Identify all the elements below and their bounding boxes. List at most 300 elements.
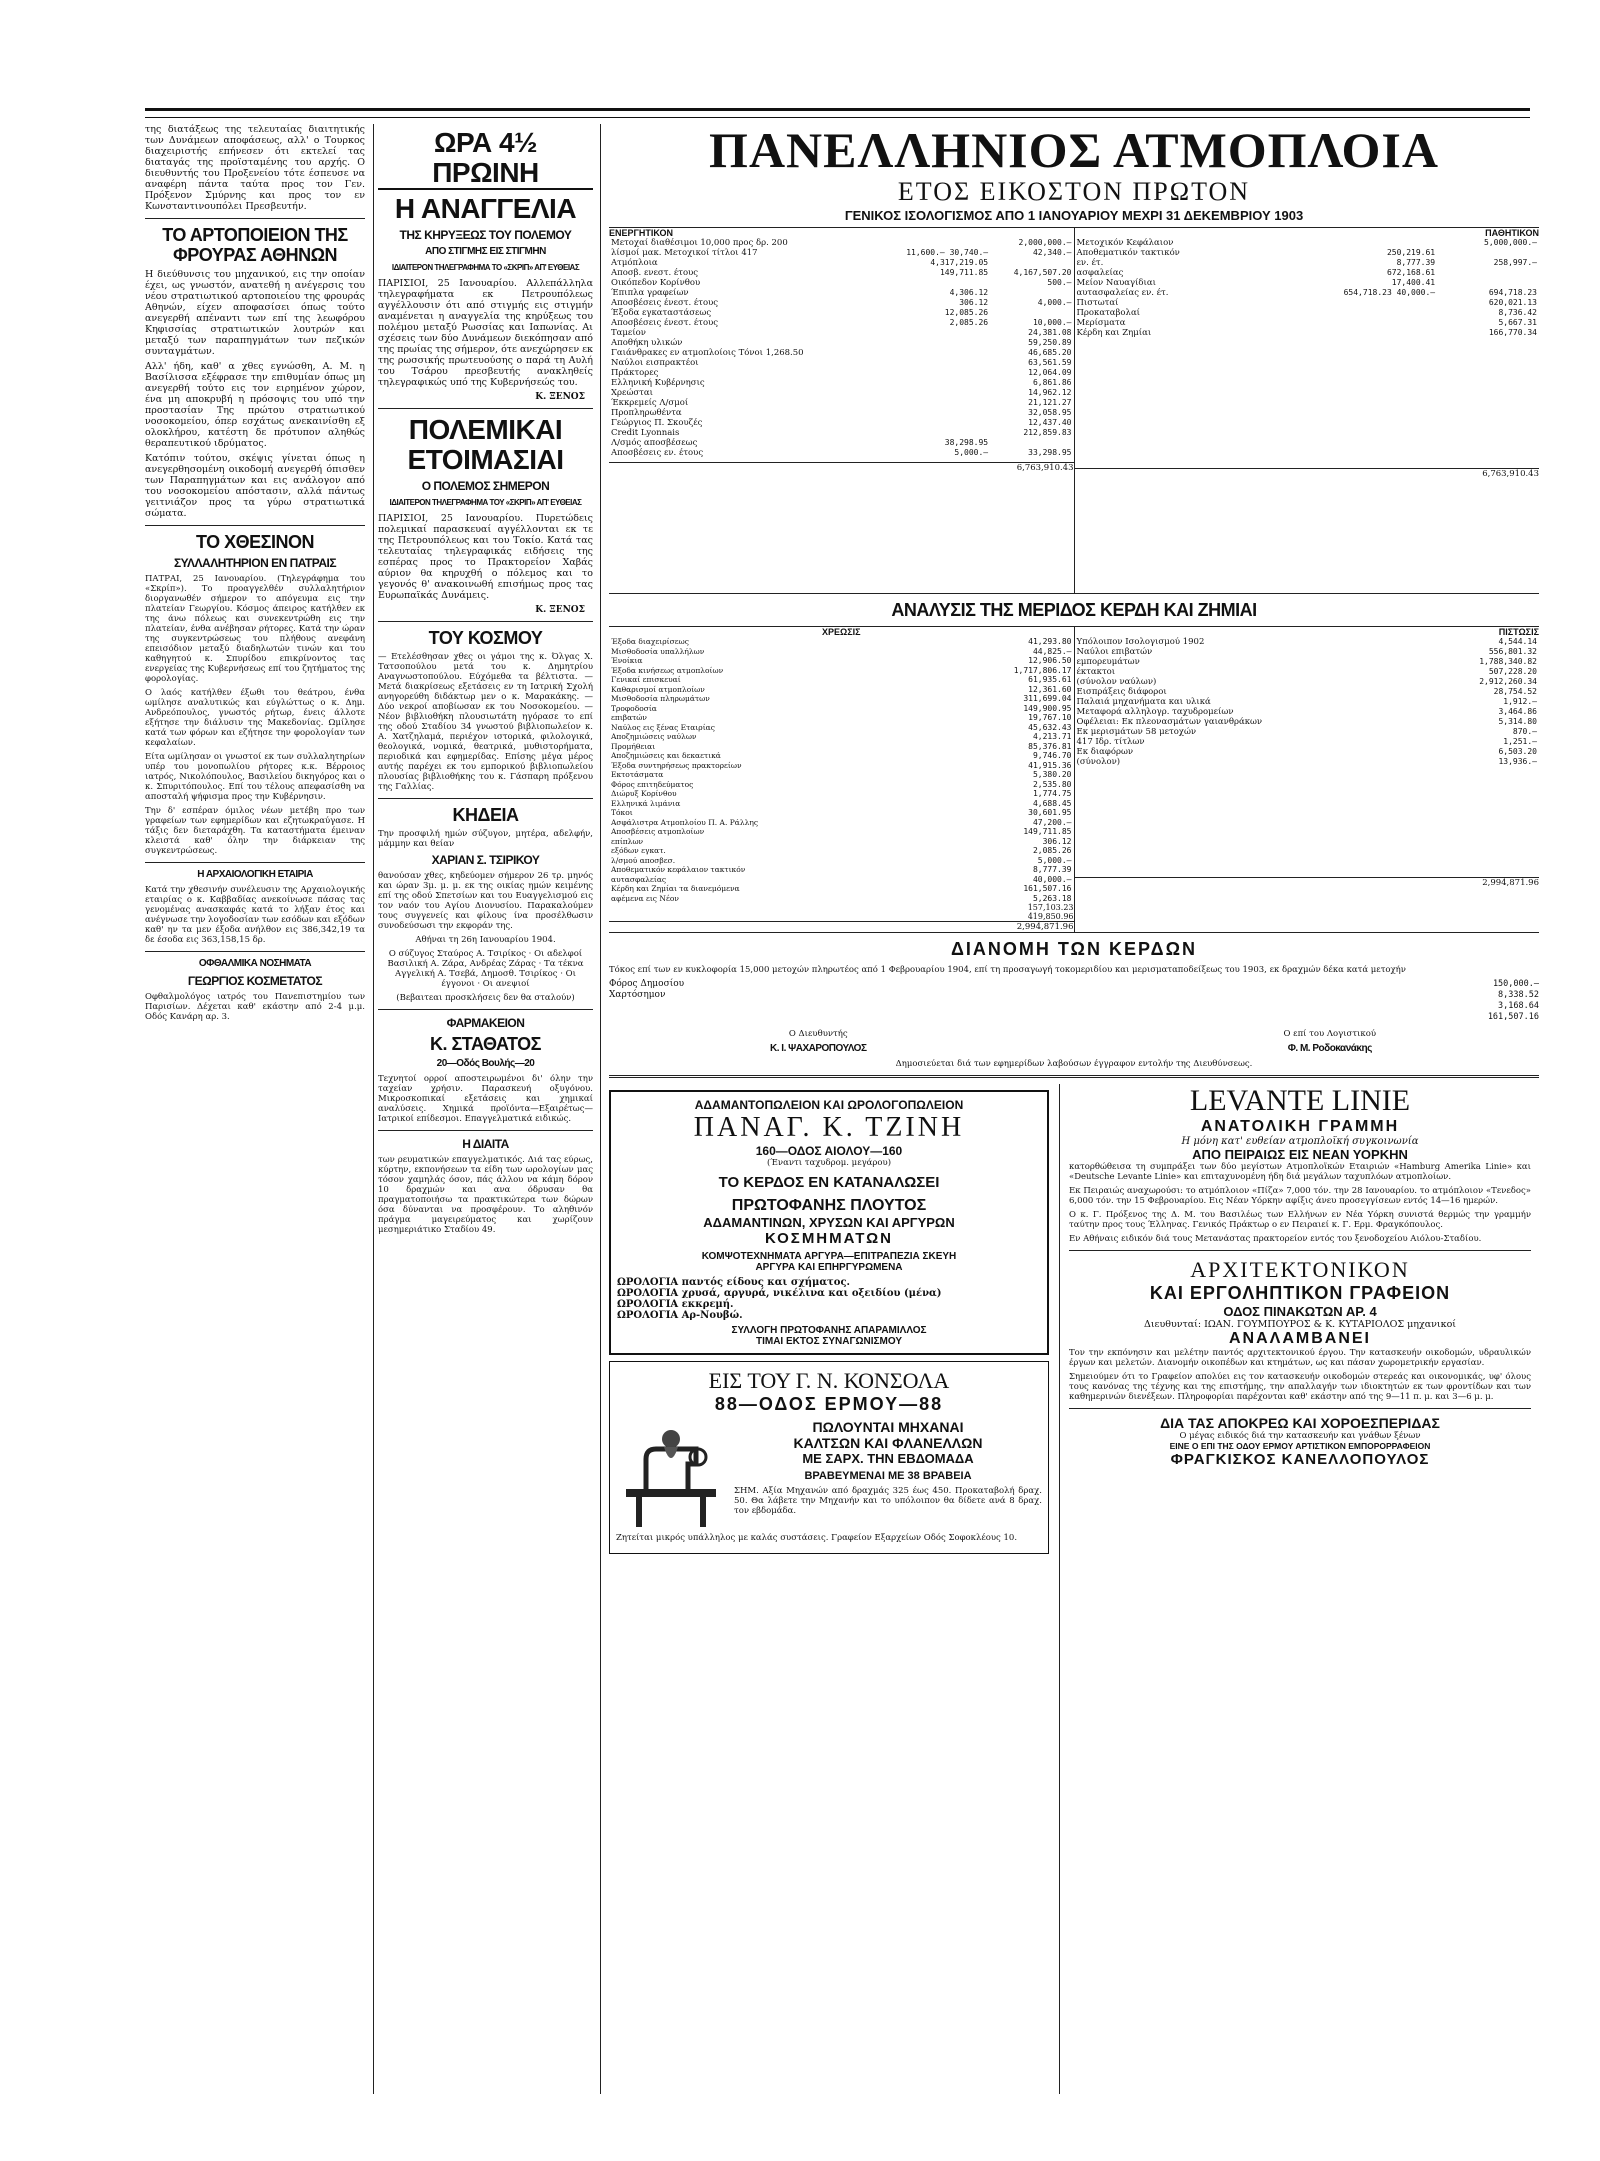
- credit-row-v: 1,788,340.82: [1479, 657, 1537, 666]
- credit-row-label: Εκ διαφόρων: [1076, 747, 1134, 757]
- asset-row: [609, 418, 1074, 428]
- credit-row-label: εμπορευμάτων: [1076, 657, 1140, 667]
- liability-row: [1075, 238, 1540, 248]
- signatures: [609, 1029, 1539, 1059]
- asset-row-b: 24,381.08: [1028, 328, 1072, 337]
- jewel-line-8: ΩΡΟΛΟΓΙΑ χρυσά, αργυρά, νικέλινα και οξειδίου (μένα): [617, 1288, 942, 1299]
- prep-heading: ΠΟΛΕΜΙΚΑΙ ΕΤΟΙΜΑΣΙΑΙ: [407, 414, 564, 475]
- asset-row-b: 6,861.86: [1032, 378, 1072, 387]
- asset-row-b: 42,340.—: [1032, 248, 1072, 257]
- yesterday-text-4: Την δ' εσπέραν όμιλος νέων μετέβη προ των γραφείων των εφημερίδων και εζητωκραύγασε. Η τάξις δεν διεταράχθη. Τα καταστήματα έμειναν κλειστά καθ' όλην την διάρκειαν της συγκεντρώσεως.: [145, 806, 365, 856]
- debit-row-label: αυτασφαλείας: [611, 874, 667, 884]
- column-1: [145, 124, 365, 2094]
- asset-row: [609, 348, 1074, 358]
- debit-row-label: Ένοίκια: [611, 656, 643, 665]
- carnival-text: Ο μέγας ειδικός διά την κατασκευήν και γνάθων ξένων: [1179, 1431, 1421, 1441]
- distribution-row: [609, 1012, 1539, 1023]
- liability-row-a: [1266, 308, 1437, 318]
- carnival-subtitle: ΕΙΝΕ Ο ΕΠΙ ΤΗΣ ΟΔΟΥ ΕΡΜΟΥ ΑΡΤΙΣΤΙΚΟΝ ΕΜΠΟΡΟΡΡΑΦΕΙΟΝ: [1169, 1441, 1431, 1451]
- arch-text: Τον την εκπόνησιν και μελέτην παντός αρχιτεκτονικού έργου. Την κατασκευήν οικοδομών, υδραυλικών έργων και μελετών. Διανομήν οικοπέδων και κτημάτων, ως και πάσαν χωρομετρικήν εργασίαν.: [1069, 1348, 1531, 1368]
- liability-row-label: Μερίσματα: [1076, 318, 1126, 328]
- liability-row-label: ασφαλείας: [1076, 268, 1124, 278]
- jewel-address: 160—ΟΔΟΣ ΑΙΟΛΟΥ—160: [755, 1144, 903, 1158]
- credit-row-v: 870.—: [1512, 727, 1537, 736]
- credit-row-label: 417 Ιδρ. τίτλων: [1076, 737, 1145, 747]
- asset-row-b: 33,298.95: [1028, 448, 1072, 457]
- credit-row-v: 6,503.20: [1498, 747, 1537, 756]
- pharmacy-name: Κ. ΣΤΑΘΑΤΟΣ: [430, 1034, 541, 1054]
- levante-text: κατορθώθεισα τη συμπράξει των δύο μεγίστων Ατμοπλοϊκών Εταιριών «Hamburg Amerika Linie» και «Deutsche Levante Linie» και επιταχυνομένη ήδη διά μεγάλων ταχυπλόων ατμοπλοίων.: [1069, 1162, 1531, 1182]
- credit-row: [1075, 747, 1540, 757]
- liability-row-b: 5,000,000.—: [1484, 238, 1537, 247]
- distribution-row: [609, 979, 1539, 990]
- debit-row-v: 4,688.45: [1032, 798, 1072, 808]
- credit-row-label: Ναύλοι επιβατών: [1076, 647, 1153, 657]
- asset-row-b: [990, 308, 1073, 318]
- asset-row-a: 11,600.— 30,740.—: [906, 248, 989, 257]
- diet-heading: Η ΔΙΑΙΤΑ: [462, 1137, 509, 1151]
- company-masthead: ΠΑΝΕΛΛΗΝΙΟΣ ΑΤΜΟΠΛΟΙΑ: [709, 124, 1439, 178]
- debit-row: [609, 637, 1074, 647]
- distribution-text: Τόκος επί των εν κυκλοφορία 15,000 μετοχών πληρωτέος από 1 Φεβρουαρίου 1904, επί τη προσαγωγή τοκομεριδίου και μερισματαποδείξεως του 1903, εκ δραχμών δέκα κατά μετοχήν: [609, 965, 1406, 975]
- asset-row: [609, 388, 1074, 398]
- debit-row: [609, 808, 1074, 818]
- debit-row-label: Έξοδα κινήσεως ατμοπλοίων: [611, 665, 724, 675]
- levante-text-4: Εν Αθήναις ειδικόν διά τους Μετανάστας πρακτορείον εντός του ξενοδοχείου Αιόλου-Σταδίου.: [1069, 1234, 1482, 1244]
- credit-row-v: 5,314.80: [1498, 717, 1537, 726]
- debit-row-label: Αποθεματικόν κεφάλαιον τακτικόν: [611, 865, 746, 874]
- asset-row: [609, 358, 1074, 368]
- asset-row-a: 5,000.—: [954, 448, 989, 457]
- assets-section: [609, 228, 1075, 593]
- war-subheading-3: ΙΔΙΑΙΤΕΡΟΝ ΤΗΛΕΓΡΑΦΗΜΑ ΤΟ «ΣΚΡΙΠ» ΑΠ' ΕΥΘΕΙΑΣ: [391, 263, 580, 272]
- liability-row-b: 694,718.23: [1488, 288, 1537, 297]
- debit-row-v: 47,200.—: [1032, 817, 1072, 827]
- credit-row: [1075, 647, 1540, 657]
- debit-row-label: Έξοδα συντηρήσεως πρακτορείων: [611, 760, 742, 770]
- credit-row-label: Εισπράξεις διάφοροι: [1076, 687, 1167, 697]
- war-heading: Η ΑΝΑΓΓΕΛΙΑ: [394, 193, 577, 224]
- credit-row-v: 28,754.52: [1493, 687, 1537, 696]
- credit-row-v: 1,912.—: [1503, 697, 1537, 706]
- debit-row-v: 149,711.85: [1023, 827, 1072, 836]
- asset-row-b: 21,121.27: [1028, 398, 1072, 407]
- levante-text-3: Ο κ. Γ. Πρόξενος της Δ. Μ. του Βασιλέως των Ελλήνων εν Νέα Υόρκη συνιστά θερμώς την γραμμήν ταύτην προς τους Έλληνας. Γενικός Πράκτωρ ο εν Πειραιεί κ. Γ. Ερμ. Φραγκόπουλος.: [1069, 1210, 1531, 1230]
- credit-row-v: 2,912,260.34: [1479, 677, 1537, 686]
- pharmacy-text: Τεχνητοί ορροί αποστειρωμένοι δι' όλην την ταχείαν χρήσιν. Παρασκευή οξυγόνου. Μικροσκοπικαί εξετάσεις και χημικαί αναλύσεις. Χημικά προϊόντα—Εξαιρέτως—Ιατρικοί επίδεσμοι. Επαγγελματικά ειδικώς.: [378, 1074, 593, 1124]
- distribution-row-value: 150,000.—: [1492, 979, 1539, 989]
- liability-row: [1075, 298, 1540, 308]
- debit-row-v: 41,293.80: [1028, 637, 1072, 646]
- distribution-row: [609, 1001, 1539, 1012]
- distribution-rows: [609, 979, 1539, 1023]
- asset-row-label: Αποσβέσεις εν. έτους: [611, 448, 704, 458]
- debit-row-v: 161,507.16: [1023, 884, 1072, 893]
- yesterday-text-1: ΠΑΤΡΑΙ, 25 Ιανουαρίου. (Τηλεγράφημα του «Σκρίπ»). Το προαγγελθέν συλλαλητήριον διοργανωθέν σήμερον το απόγευμα εις την πλατείαν Γεωργίου. Κόσμος άπειρος κατήλθεν εκ της άνω πόλεως και συνεκεντρώθη εις την πλατείαν, ένθα ανέβησαν ρήτορες. Κατά την ώραν της συγκεντρώσεως του πλήθους ανεφάνη επεισόδιον μεταξύ διαδηλωτών τινών και του καθηγητού κ. Σπυρίδου επικρίνοντος τας ενεργείας της Κυβερνήσεως επί του ζητήματος της φορολογίας.: [145, 574, 365, 684]
- debit-row-label: εξόδων εγκατ.: [611, 846, 666, 855]
- yesterday-text-3: Είτα ωμίλησαν οι γνωστοί εκ των συλλαλητηρίων υπέρ του μονοπωλίου ρήτορες κ.κ. Βέρροιος ιατρός, Νικολόπουλος, Βασιλείου δικηγόρος και ο κ. Σπυριτόπουλος. Επί του τέλους απεφασίσθη να αποσταλή ψήφισμα προς την Κυβέρνησιν.: [145, 752, 365, 802]
- debit-row-label: Μισθοδοσία πληρωμάτων: [611, 694, 710, 703]
- column-2: [373, 124, 593, 2094]
- jewel-line-1: ΤΟ ΚΕΡΔΟΣ ΕΝ ΚΑΤΑΝΑΛΩΣΕΙ: [718, 1174, 940, 1191]
- debit-row: [609, 789, 1074, 799]
- asset-row-b: 12,437.40: [1028, 418, 1072, 427]
- asset-row: [609, 448, 1074, 458]
- asset-row-label: Credit Lyonnais: [611, 428, 680, 438]
- asset-row: [609, 278, 1074, 288]
- debit-row: [609, 647, 1074, 657]
- funeral-name: ΧΑΡΙΑΝ Σ. ΤΣΙΡΙΚΟΥ: [431, 853, 540, 867]
- debit-row: [609, 675, 1074, 685]
- credit-row-v: 1,251.—: [1503, 737, 1537, 746]
- debit-subtotal: 157,103.23: [1027, 903, 1074, 912]
- debit-row: [609, 732, 1074, 742]
- liability-row-b: 5,667.31: [1498, 318, 1537, 327]
- asset-row: [609, 258, 1074, 268]
- debit-row-label: Ελληνικά λιμάνια: [611, 798, 681, 808]
- asset-row-label: Μετοχαί διαθέσιμοι 10,000 προς δρ. 200: [611, 238, 788, 248]
- director-role: Ο Διευθυντής: [788, 1029, 848, 1039]
- liability-row-a: [1266, 298, 1437, 308]
- debit-row: [609, 865, 1074, 875]
- debit-row-v: 40,000.—: [1032, 874, 1072, 884]
- asset-row: [609, 318, 1074, 328]
- liability-row: [1075, 318, 1540, 328]
- konsola-ad: [609, 1361, 1049, 1554]
- intro-text: της διατάξεως της τελευταίας διαιτητικής των Δυνάμεων αποφάσεως, αλλ' ο Τουρκος διαχειριστής επήνεσεν ότι εκτελεί τας διαταγάς της προϊσταμένης του αρχής. Ο διευθυντής του Προξενείου τότε έσπευσε να αναφέρη πάντα ταύτα προς τον Γεν. Πρόξενον Σμύρνης και προς τον εν Κωνσταντινουπόλει Πρεσβευτήν.: [145, 124, 365, 212]
- funeral-text-2: θανούσαν χθες, κηδεύομεν σήμερον 26 τρ. μηνός και ώραν 3μ. μ. μ. εκ της οικίας ημών κειμένης επί της οδού Σπετσίων και του Ευαγγελισμού εις τον ναόν του Αγίου Διονυσίου. Παρακαλούμεν τους συγγενείς και φίλους ίνα προσέλθωσιν συνοδεύσωσι την εκφοράν της.: [378, 871, 593, 931]
- credit-row: [1075, 637, 1540, 647]
- jewel-line-11: ΣΥΛΛΟΓΗ ΠΡΩΤΟΦΑΝΗΣ ΑΠΑΡΑΜΙΛΛΟΣ: [731, 1325, 927, 1336]
- asset-row-label: Έξοδα εγκαταστάσεως: [611, 308, 712, 318]
- debit-row-v: 12,906.50: [1028, 656, 1072, 665]
- pnl-section: [609, 626, 1539, 933]
- top-rule: [145, 108, 1530, 118]
- asset-row-b: 212,859.83: [1023, 428, 1072, 437]
- debit-row: [609, 884, 1074, 894]
- eye-text: Οφθαλμολόγος ιατρός του Πανεπιστημίου των Παρισίων. Δέχεται καθ' εκάστην από 2-4 μ.μ. Οδός Κανάρη αρ. 3.: [145, 992, 365, 1022]
- asset-row: [609, 308, 1074, 318]
- asset-row: [609, 238, 1074, 248]
- credit-row-v: 13,936.—: [1498, 757, 1537, 766]
- debit-row: [609, 723, 1074, 733]
- debit-row-label: Αποζημιώσεις και δεκαετικά: [611, 751, 721, 760]
- arch-address: ΟΔΟΣ ΠΙΝΑΚΩΤΩΝ ΑΡ. 4: [1223, 1304, 1377, 1319]
- liability-row-a: 8,777.39: [1396, 258, 1436, 267]
- arch-directors: Διευθυνταί: ΙΩΑΝ. ΓΟΥΜΠΟΥΡΟΣ & Κ. ΚΥΤΑΡΙΟΛΟΣ μηχανικοί: [1143, 1319, 1457, 1330]
- distribution-row: [609, 990, 1539, 1001]
- hour-heading: ΩΡΑ 4½ ΠΡΩΙΝΗ: [378, 128, 593, 190]
- asset-row-b: 63,561.59: [1028, 358, 1072, 367]
- debit-row-label: Προμήθειαι: [611, 741, 656, 751]
- jewel-line-2: ΠΡΩΤΟΦΑΝΗΣ ΠΛΟΥΤΟΣ: [731, 1197, 927, 1214]
- credit-row: [1075, 687, 1540, 697]
- liability-row-label: Προκαταβολαί: [1076, 308, 1141, 318]
- credit-row-label: Οφέλειαι: Εκ πλεονασμάτων γαιανθράκων: [1076, 717, 1263, 727]
- levante-text-2: Εκ Πειραιώς αναχωρούσι: το ατμόπλοιον «Πίζα» 7,000 τόν. την 28 Ιανουαρίου. το ατμόπλοιον «Τενεδος» 6,000 τόν. την 15 Φεβρουαρίου. Εις Νέαν Υόρκην αφίξις άνευ προσεγγίσεων εντός 14—16 ημερών.: [1069, 1186, 1531, 1206]
- asset-row-b: 500.—: [1047, 278, 1072, 287]
- debit-row-label: επιβατών: [611, 713, 647, 722]
- world-text: — Ετελέσθησαν χθες οι γάμοι της κ. Όλγας Χ. Τατσοπούλου μετά του κ. Δημητρίου Αναγνωστοπούλου. Εύχόμεθα τα βέλτιστα. — Μετά διακρίσεως εξετάσεις εν τη Ιατρική Σχολή ανηγορεύθη διδάκτωρ μεν ο κ. Μαρακάκης. — Δύο νεκροί αποβίωσαν εκ του Νοσοκομείου. — Νέον βιβλιοθήκη πλουσιωτάτη ηγόρασε το επί της οδού Σταδίου 34 γνωστού βιβλιοπωλείον κ. Α. Χατζηλαμά, περιέχον ιστορικά, φιλολογικά, θεολογικά, νομικά, θεατρικά, μυθιστορήματα, περιοδικά και εφημερίδας. Επίσης μέγα μέρος αυτής παρέχει εκ του εμπορικού βιβλιοπωλείου πλουσίας βιβλιοθήκης του κ. Γάσπαρη πρόξενου της Γαλλίας.: [378, 652, 593, 792]
- asset-row-a: [874, 368, 990, 378]
- asset-row: [609, 368, 1074, 378]
- debit-subtotal-2: 419,850.96: [1027, 912, 1074, 921]
- asset-row-a: [874, 398, 990, 408]
- credit-row-label: (σύνολον): [1076, 757, 1121, 767]
- sewing-machine-illustration: [616, 1419, 726, 1529]
- liability-row-label: Μετοχικόν Κεφάλαιον: [1076, 238, 1174, 248]
- yesterday-text-2: Ο λαός κατήλθεν έξωθι του θεάτρου, ένθα ωμίλησε αναλυτικώς και εύγλώττως ο κ. Δημ. Ανδρεόπουλος, γνωστός ρήτωρ, ένεις άλλοτε εξήτησε την διάλυσιν της Μακεδονίας. Ωμίλησε κατά των φόρων και εζήτησε την φορολογίαν των κεφαλαίων.: [145, 688, 365, 748]
- liability-row: [1075, 308, 1540, 318]
- asset-row-label: λίσμοί μακ. Μετοχικοί τίτλοι 417: [611, 248, 758, 258]
- credit-row: [1075, 667, 1540, 677]
- asset-row-b: 12,064.09: [1028, 368, 1072, 377]
- accountant-signature: [1121, 1029, 1540, 1059]
- archaeo-text: Κατά την χθεσινήν συνέλευσιν της Αρχαιολογικής εταιρίας ο κ. Καββαδίας ανεκοίνωσε πάσας τας γενομένας ανασκαφάς κατά το λήξαν έτος και ανέγνωσε την λογοδοσίαν των εσόδων και εξόδων καθ' ην τα μεν έξοδα ανήλθον εις 386,342,19 τα δε έσοδα εις 363,158,15 δρ.: [145, 885, 365, 945]
- liability-row-a: 250,219.61: [1386, 248, 1436, 257]
- asset-row-a: 4,306.12: [949, 288, 989, 297]
- asset-row: [609, 428, 1074, 438]
- asset-row-label: Ταμείον: [611, 328, 646, 338]
- asset-row-a: 12,085.26: [944, 308, 989, 317]
- asset-row-a: [874, 428, 990, 438]
- archaeo-heading: Η ΑΡΧΑΙΟΛΟΓΙΚΗ ΕΤΑΙΡΙΑ: [197, 869, 313, 880]
- konsola-line-3: ΜΕ ΣΑΡΧ. ΤΗΝ ΕΒΔΟΜΑΔΑ: [802, 1451, 974, 1466]
- debit-row-v: 5,380.20: [1032, 770, 1072, 779]
- debit-row: [609, 694, 1074, 704]
- eye-doctor-name: ΓΕΩΡΓΙΟΣ ΚΟΣΜΕΤΑΤΟΣ: [187, 974, 323, 988]
- liability-row-label: Αποθεματικόν τακτικόν: [1076, 248, 1180, 258]
- konsola-title: ΕΙΣ ΤΟΥ Γ. Ν. ΚΟΝΣΟΛΑ: [708, 1368, 950, 1393]
- yesterday-heading: ΤΟ ΧΘΕΣΙΝΟΝ: [196, 532, 314, 552]
- konsola-text-block: [734, 1419, 1042, 1529]
- war-subheading: ΤΗΣ ΚΗΡΥΞΕΩΣ ΤΟΥ ΠΟΛΕΜΟΥ: [399, 228, 572, 242]
- jewel-line-10: ΩΡΟΛΟΓΙΑ Αρ-Νουβώ.: [617, 1310, 743, 1321]
- year-heading: ΕΤΟΣ ΕΙΚΟΣΤΟΝ ΠΡΩΤΟΝ: [897, 177, 1251, 206]
- distribution-note: Δημοσιεύεται διά των εφημερίδων λαβούσων έγγραφον εντολήν της Διευθύνσεως.: [895, 1059, 1253, 1069]
- assets-label: ΕΝΕΡΓΗΤΙΚΟΝ: [609, 228, 674, 238]
- debit-row: [609, 856, 1074, 866]
- bakery-heading: ΤΟ ΑΡΤΟΠΟΙΕΙΟΝ ΤΗΣ ΦΡΟΥΡΑΣ ΑΘΗΝΩΝ: [162, 225, 348, 265]
- debit-row: [609, 875, 1074, 885]
- credit-row: [1075, 657, 1540, 667]
- debit-row-v: 61,935.61: [1028, 675, 1072, 684]
- credit-row-v: 556,801.32: [1488, 647, 1537, 656]
- jewel-line-12: ΤΙΜΑΙ ΕΚΤΟΣ ΣΥΝΑΓΩΝΙΣΜΟΥ: [755, 1336, 902, 1347]
- debit-row: [609, 666, 1074, 676]
- debit-row: [609, 704, 1074, 714]
- funeral-text: Την προσφιλή ημών σύζυγον, μητέρα, αδελφήν, μάμμην και θείαν: [378, 829, 593, 849]
- funeral-note: (Βεβαιτεαι προσκλήσεις δεν θα σταλούν): [396, 993, 575, 1003]
- levante-subtitle: ΑΝΑΤΟΛΙΚΗ ΓΡΑΜΜΗ: [1200, 1118, 1400, 1135]
- asset-row-a: [874, 278, 990, 288]
- war-text: ΠΑΡΙΣΙΟΙ, 25 Ιανουαρίου. Αλλεπάλληλα τηλεγραφήματα εκ Πετρουπόλεως αγγέλλουσιν ότι από στιγμής εις στιγμήν αναμένεται η αναγγελία της κηρύξεως του πολέμου μεταξύ Ρωσσίας και Ιαπωνίας. Αι σχέσεις των δύο Δυνάμεων διεκόπησαν από της πρωίας της σήμερον, ότε ανεχώρησεν εκ της ρωσσικής πρωτευούσης ο παρά τη Αυλή του Τσάρου πρεσβευτής ανακληθείς τηλεγραφικώς υπό της Κυβερνήσεώς του.: [378, 278, 593, 388]
- asset-row: [609, 248, 1074, 258]
- arch-title-2: ΚΑΙ ΕΡΓΟΛΗΠΤΙΚΟΝ ΓΡΑΦΕΙΟΝ: [1149, 1283, 1451, 1303]
- credit-row-v: 507,228.20: [1488, 667, 1537, 676]
- debit-row-v: 2,535.80: [1032, 779, 1072, 789]
- asset-row-label: Ατμόπλοια: [611, 258, 658, 268]
- carnival-title: ΔΙΑ ΤΑΣ ΑΠΟΚΡΕΩ ΚΑΙ ΧΟΡΟΕΣΠΕΡΙΔΑΣ: [1160, 1415, 1440, 1431]
- credit-row-v: 4,544.14: [1498, 637, 1537, 646]
- asset-row: [609, 438, 1074, 448]
- jewel-line-6: ΑΡΓΥΡΑ ΚΑΙ ΕΠΗΡΓΥΡΩΜΕΝΑ: [755, 1262, 903, 1273]
- credit-row: [1075, 707, 1540, 717]
- asset-row-b: [990, 438, 1073, 448]
- asset-row-label: Λ/σμός αποσβέσεως: [611, 438, 698, 448]
- liability-row-a: [1266, 318, 1437, 328]
- prep-text: ΠΑΡΙΣΙΟΙ, 25 Ιανουαρίου. Πυρετώδεις πολεμικαί παρασκευαί αγγέλλονται εκ τε της Πετρουπόλεως και του Τοκίο. Κατά τας τελευταίας τηλεγραφικάς ειδήσεις της εσπέρας προς το Πρακτορείον Χαβάς αύριον θα κηρυχθή ο πόλεμος και το γεγονός θ' ανακοινωθή επισήμως προς τας Ευρωπαϊκάς Δυνάμεις.: [378, 513, 593, 601]
- credit-table: [1075, 637, 1540, 767]
- debit-row-v: 41,915.36: [1028, 760, 1072, 770]
- debit-row-label: αφέμενα εις Νέον: [611, 893, 679, 903]
- debit-row-label: Διώρυξ Κορίνθου: [611, 789, 677, 798]
- asset-row-b: 14,962.12: [1028, 388, 1072, 397]
- distribution-row-label: Φόρος Δημοσίου: [609, 979, 685, 989]
- debit-row-label: Καθαρισμοί ατμοπλοίων: [611, 684, 705, 694]
- asset-row: [609, 298, 1074, 308]
- credit-row-label: Εκ μερισμάτων 58 μετοχών: [1076, 727, 1197, 737]
- balance-heading: ΓΕΝΙΚΟΣ ΙΣΟΛΟΓΙΣΜΟΣ ΑΠΟ 1 ΙΑΝΟΥΑΡΙΟΥ ΜΕΧΡΙ 31 ΔΕΚΕΜΒΡΙΟΥ 1903: [844, 208, 1304, 223]
- asset-row-label: Πράκτορες: [611, 368, 659, 378]
- war-signature: Κ. ΞΕΝΟΣ: [535, 392, 585, 402]
- liability-row: [1075, 328, 1540, 338]
- asset-row-b: 4,167,507.20: [1013, 268, 1072, 277]
- debit-row: [609, 742, 1074, 752]
- asset-row-a: [874, 348, 990, 358]
- debit-row: [609, 780, 1074, 790]
- konsola-address: 88—ΟΔΟΣ ΕΡΜΟΥ—88: [714, 1394, 944, 1414]
- debit-row-label: Τόκοι: [611, 808, 633, 817]
- prep-subheading-2: ΙΔΙΑΙΤΕΡΟΝ ΤΗΛΕΓΡΑΦΗΜΑ ΤΟΥ «ΣΚΡΙΠ» ΑΠ' ΕΥΘΕΙΑΣ: [389, 498, 582, 507]
- diet-text: των ρευματικών επαγγελματικός. Διά τας εύρως, κύρτην, εκπονήσεων τα είδη των ωρολογίων μας τόσον χαμηλάς όσον, πάς άλλου να κάμη δόρον 10 δραχμών και ανα όδρυσαν θα πραγματοποιήσω τα πρακτικώτερα των δώρων όσα δύνανται να προσφέρουν. Το αληθινόν πράγμα μαγειρεύματος και χωρίζουν μεσημεριάτικο Σταδίου 49.: [378, 1155, 593, 1235]
- asset-row-label: Έπιπλα γραφείων: [611, 288, 689, 298]
- ads-right: [1069, 1084, 1531, 1468]
- asset-row-a: [874, 378, 990, 388]
- debit-row-label: Αποζημιώσεις ναύλων: [611, 732, 697, 741]
- credit-row-label: Παλαιά μηχανήματα και υλικά: [1076, 697, 1211, 707]
- assets-table: [609, 238, 1074, 458]
- asset-row-label: Προπληρωθέντα: [611, 408, 682, 418]
- debit-row-v: 85,376.81: [1028, 741, 1072, 751]
- debit-row: [609, 713, 1074, 723]
- debit-row-label: Ναύλος εις ξένας Εταιρίας: [611, 722, 715, 732]
- credit-row-v: 3,464.86: [1498, 707, 1537, 716]
- levante-line-2: ΑΠΟ ΠΕΙΡΑΙΩΣ ΕΙΣ ΝΕΑΝ ΥΟΡΚΗΝ: [1192, 1147, 1408, 1162]
- liability-row-a: [1266, 328, 1437, 338]
- director-signature: [609, 1029, 1028, 1059]
- debit-row-v: 8,777.39: [1032, 865, 1072, 874]
- debit-row-label: Γενικαί επισκευαί: [611, 675, 681, 684]
- asset-row-label: Αποθήκη υλικών: [611, 338, 683, 348]
- liability-row-b: [1437, 268, 1539, 278]
- assets-total: 6,763,910.43: [609, 462, 1074, 473]
- arch-title: ΑΡΧΙΤΕΚΤΟΝΙΚΟΝ: [1190, 1257, 1410, 1282]
- ads-left: [609, 1084, 1049, 1560]
- liability-row: [1075, 248, 1540, 258]
- debit-row: [609, 770, 1074, 780]
- credit-row-label: (σύνολον ναύλων): [1076, 677, 1157, 687]
- asset-row: [609, 408, 1074, 418]
- funeral-names: Ο σύζυγος Σταύρος Α. Τσιρίκος · Οι αδελφοί Βασιλική Α. Ζάρα, Ανδρέας Ζάρας · Τα τέκνα Αγγελική Α. Τσεβά, Δημοσθ. Τσιρίκος · Οι έγγονοι · Οι ανεψιοί: [387, 949, 584, 989]
- liability-row-b: 620,021.13: [1488, 298, 1537, 307]
- jewel-name: ΠΑΝΑΓ. Κ. ΤΖΙΝΗ: [693, 1112, 965, 1143]
- debit-section: [609, 627, 1075, 932]
- pharmacy-heading: ΦΑΡΜΑΚΕΙΟΝ: [446, 1016, 525, 1030]
- credit-row: [1075, 737, 1540, 747]
- asset-row-a: [874, 388, 990, 398]
- asset-row-a: [874, 238, 990, 248]
- asset-row-a: 4,317,219.05: [930, 258, 989, 267]
- debit-row: [609, 846, 1074, 856]
- debit-row-label: Εκτοτάσματα: [611, 770, 664, 779]
- distribution-row-label: Χαρτόσημον: [609, 990, 666, 1000]
- debit-row: [609, 818, 1074, 828]
- bakery-text-1: Η διεύθυνσις του μηχανικού, εις την οποίαν έχει, ως γνωστόν, ανατεθή η ανέγερσις του νέου στρατιωτικού αρτοποιείου της φρουράς Αθηνών, είχεν αποφασίσει όπως τούτο ανεγερθή απέναντι των επί της λεωφόρου Κηφισσίας στρατιωτικών λουτρών και μεταξύ των παραπηγμάτων των πεζικών συνταγμάτων.: [145, 269, 365, 357]
- debit-row-label: λ/σμού αποσβεσ.: [611, 855, 676, 865]
- asset-row-b: 4,000.—: [1037, 298, 1072, 307]
- liability-row-label: Κέρδη και Ζημίαι: [1076, 328, 1152, 338]
- eye-heading: ΟΦΘΑΛΜΙΚΑ ΝΟΣΗΜΑΤΑ: [198, 958, 312, 969]
- debit-row-v: 44,825.—: [1032, 646, 1072, 656]
- liability-row-a: 672,168.61: [1386, 268, 1436, 277]
- liability-row-b: [1437, 278, 1539, 288]
- asset-row-a: [874, 408, 990, 418]
- debit-row-label: Αποσβέσεις ατμοπλοίων: [611, 827, 705, 836]
- asset-row-label: Αποσβ. ενεστ. έτους: [611, 268, 698, 278]
- credit-row: [1075, 697, 1540, 707]
- asset-row-label: Αποσβέσεις ένεστ. έτους: [611, 318, 718, 328]
- konsola-body: [616, 1419, 1042, 1529]
- asset-row-label: Γαιάνθρακες εν ατμοπλοίοις Τόνοι 1,268.50: [611, 348, 804, 358]
- jewel-line-5: ΚΟΜΨΟΤΕΧΝΗΜΑΤΑ ΑΡΓΥΡΑ—ΕΠΙΤΡΑΠΕΖΙΑ ΣΚΕΥΗ: [701, 1251, 957, 1262]
- debit-row-v: 2,085.26: [1032, 846, 1072, 855]
- debit-row-v: 30,601.95: [1028, 808, 1072, 817]
- asset-row-a: [874, 328, 990, 338]
- asset-row-a: [874, 418, 990, 428]
- pharmacy-address: 20—Οδός Βουλής—20: [436, 1058, 535, 1069]
- debit-row-label: Κέρδη και Ζημίαι τα διανεμόμενα: [611, 884, 740, 893]
- funeral-heading: ΚΗΔΕΙΑ: [452, 805, 519, 825]
- director-name: Κ. Ι. ΨΑΧΑΡΟΠΟΥΛΟΣ: [770, 1043, 867, 1054]
- pnl-heading: ΑΝΑΛΥΣΙΣ ΤΗΣ ΜΕΡΙΔΟΣ ΚΕΡΔΗ ΚΑΙ ΖΗΜΙΑΙ: [891, 600, 1257, 620]
- liability-row: [1075, 268, 1540, 278]
- debit-row-v: 149,900.95: [1023, 703, 1072, 713]
- liability-row-label: Μείον Ναυαγίδιαι: [1076, 278, 1156, 288]
- liability-row-b: 166,770.34: [1488, 328, 1537, 337]
- liability-row: [1075, 288, 1540, 298]
- asset-row-b: [990, 258, 1073, 268]
- yesterday-subheading: ΣΥΛΛΑΛΗΤΗΡΙΟΝ ΕΝ ΠΑΤΡΑΙΣ: [173, 556, 337, 570]
- credit-row: [1075, 677, 1540, 687]
- asset-row-a: 306.12: [959, 298, 989, 307]
- liability-row-b: 258,997.—: [1493, 258, 1537, 267]
- liability-row-b: [1437, 248, 1539, 258]
- asset-row-a: [874, 338, 990, 348]
- credit-total: 2,994,871.96: [1075, 877, 1540, 888]
- balance-sheet: [609, 227, 1539, 594]
- carnival-name: ΦΡΑΓΚΙΣΚΟΣ ΚΑΝΕΛΛΟΠΟΥΛΟΣ: [1170, 1451, 1430, 1468]
- prep-subheading: Ο ΠΟΛΕΜΟΣ ΣΗΜΕΡΟΝ: [421, 479, 550, 493]
- debit-row: [609, 761, 1074, 771]
- credit-row: [1075, 757, 1540, 767]
- konsola-line-4: ΒΡΑΒΕΥΜΕΝΑΙ ΜΕ 38 ΒΡΑΒΕΙΑ: [804, 1470, 972, 1482]
- liabilities-label: ΠΑΘΗΤΙΚΟΝ: [1485, 228, 1539, 238]
- accountant-role: Ο επί του Λογιστικού: [1283, 1029, 1376, 1039]
- debit-row-label: Μισθοδοσία υπαλλήλων: [611, 646, 705, 656]
- debit-row: [609, 799, 1074, 809]
- debit-row-label: Έξοδα διαχειρίσεως: [611, 637, 689, 646]
